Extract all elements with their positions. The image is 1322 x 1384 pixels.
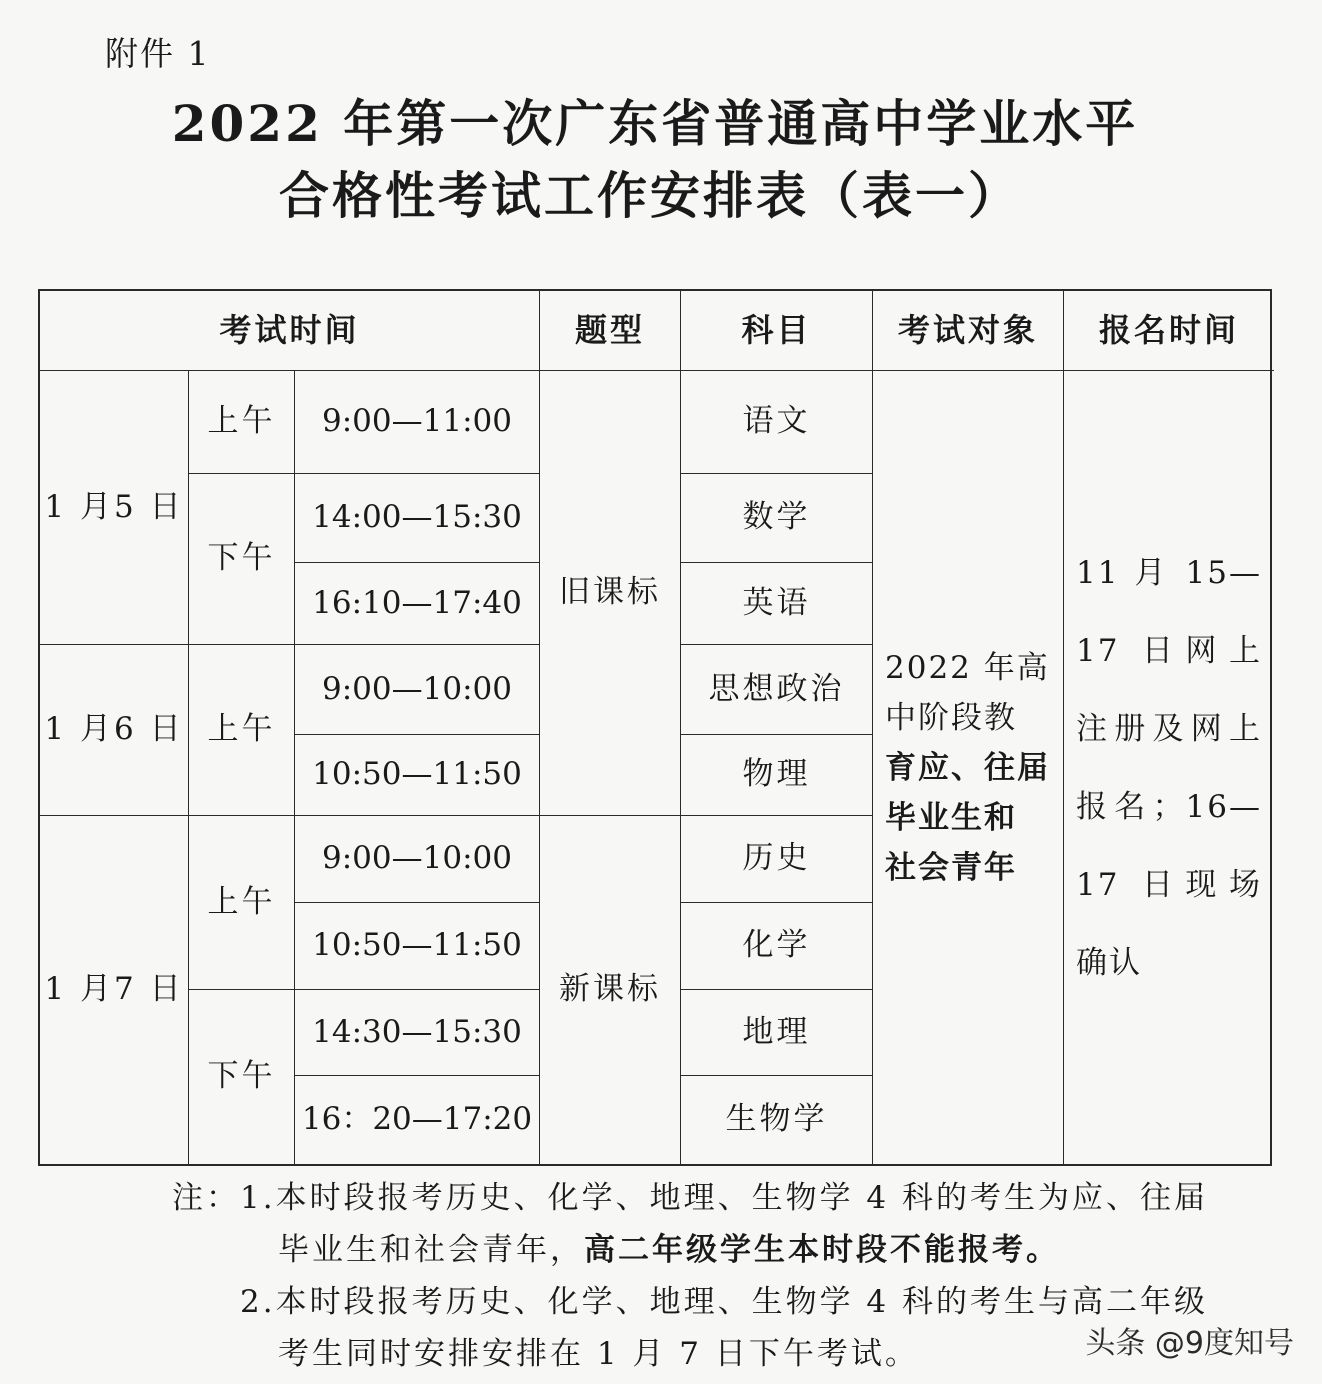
time-slot: 16：20—17:20 <box>295 1076 540 1164</box>
period-pm: 下午 <box>189 474 295 645</box>
exam-target-line: 毕业生和 <box>885 799 1017 836</box>
subject-cell: 生物学 <box>681 1076 873 1164</box>
time-slot: 14:00—15:30 <box>295 474 540 563</box>
time-slot: 14:30—15:30 <box>295 990 540 1076</box>
note-2-line-1: 2.本时段报考历史、化学、地理、生物学 4 科的考生与高二年级 <box>240 1284 1209 1320</box>
exam-target-line: 2022 年高 <box>885 649 1050 686</box>
exam-target-cell <box>873 371 1064 1164</box>
subject-cell: 思想政治 <box>681 645 873 735</box>
schedule-table <box>38 289 1272 1166</box>
note-1-line-1: 注：1.本时段报考历史、化学、地理、生物学 4 科的考生为应、往届 <box>172 1180 1209 1216</box>
header-question-type: 题型 <box>540 291 681 371</box>
time-slot: 9:00—10:00 <box>295 816 540 903</box>
note-1-line-2a: 毕业生和社会青年， <box>278 1232 584 1268</box>
question-type-new: 新课标 <box>540 816 681 1164</box>
time-slot: 10:50—11:50 <box>295 735 540 816</box>
exam-target-line: 社会青年 <box>885 849 1017 886</box>
subject-cell: 化学 <box>681 903 873 990</box>
period-am: 上午 <box>189 645 295 816</box>
document-title-line2: 合格性考试工作安排表（表一） <box>279 166 1021 225</box>
date-jan-7: 1 月7 日 <box>40 816 189 1164</box>
time-slot: 16:10—17:40 <box>295 563 540 645</box>
period-pm: 下午 <box>189 990 295 1164</box>
note-2-line-2: 考生同时安排安排在 1 月 7 日下午考试。 <box>278 1336 919 1372</box>
question-type-old: 旧课标 <box>540 371 681 816</box>
time-slot: 9:00—10:00 <box>295 645 540 735</box>
subject-cell: 物理 <box>681 735 873 816</box>
header-exam-time: 考试时间 <box>40 291 540 371</box>
note-1-line-2b-bold: 高二年级学生本时段不能报考。 <box>584 1232 1060 1268</box>
exam-target-line: 中阶段教 <box>885 699 1017 736</box>
header-exam-target: 考试对象 <box>873 291 1064 371</box>
document-title-line1: 2022 年第一次广东省普通高中学业水平 <box>171 94 1139 153</box>
period-am: 上午 <box>189 371 295 474</box>
header-registration-time: 报名时间 <box>1064 291 1274 371</box>
subject-cell: 历史 <box>681 816 873 903</box>
date-jan-6: 1 月6 日 <box>40 645 189 816</box>
subject-cell: 英语 <box>681 563 873 645</box>
subject-cell: 地理 <box>681 990 873 1076</box>
subject-cell: 语文 <box>681 371 873 474</box>
exam-target-line: 育应、往届 <box>885 749 1050 786</box>
date-jan-5: 1 月5 日 <box>40 371 189 645</box>
attachment-label: 附件 1 <box>105 34 211 73</box>
time-slot: 10:50—11:50 <box>295 903 540 990</box>
note-1-line-2 <box>278 1224 1060 1269</box>
period-am: 上午 <box>189 816 295 990</box>
watermark: 头条 @9度知号 <box>1085 1326 1294 1361</box>
registration-time-cell: 11 月 15—17 日网上注册及网上报名；16—17 日现场确认 <box>1076 554 1262 981</box>
subject-cell: 数学 <box>681 474 873 563</box>
header-subject: 科目 <box>681 291 873 371</box>
time-slot: 9:00—11:00 <box>295 371 540 474</box>
